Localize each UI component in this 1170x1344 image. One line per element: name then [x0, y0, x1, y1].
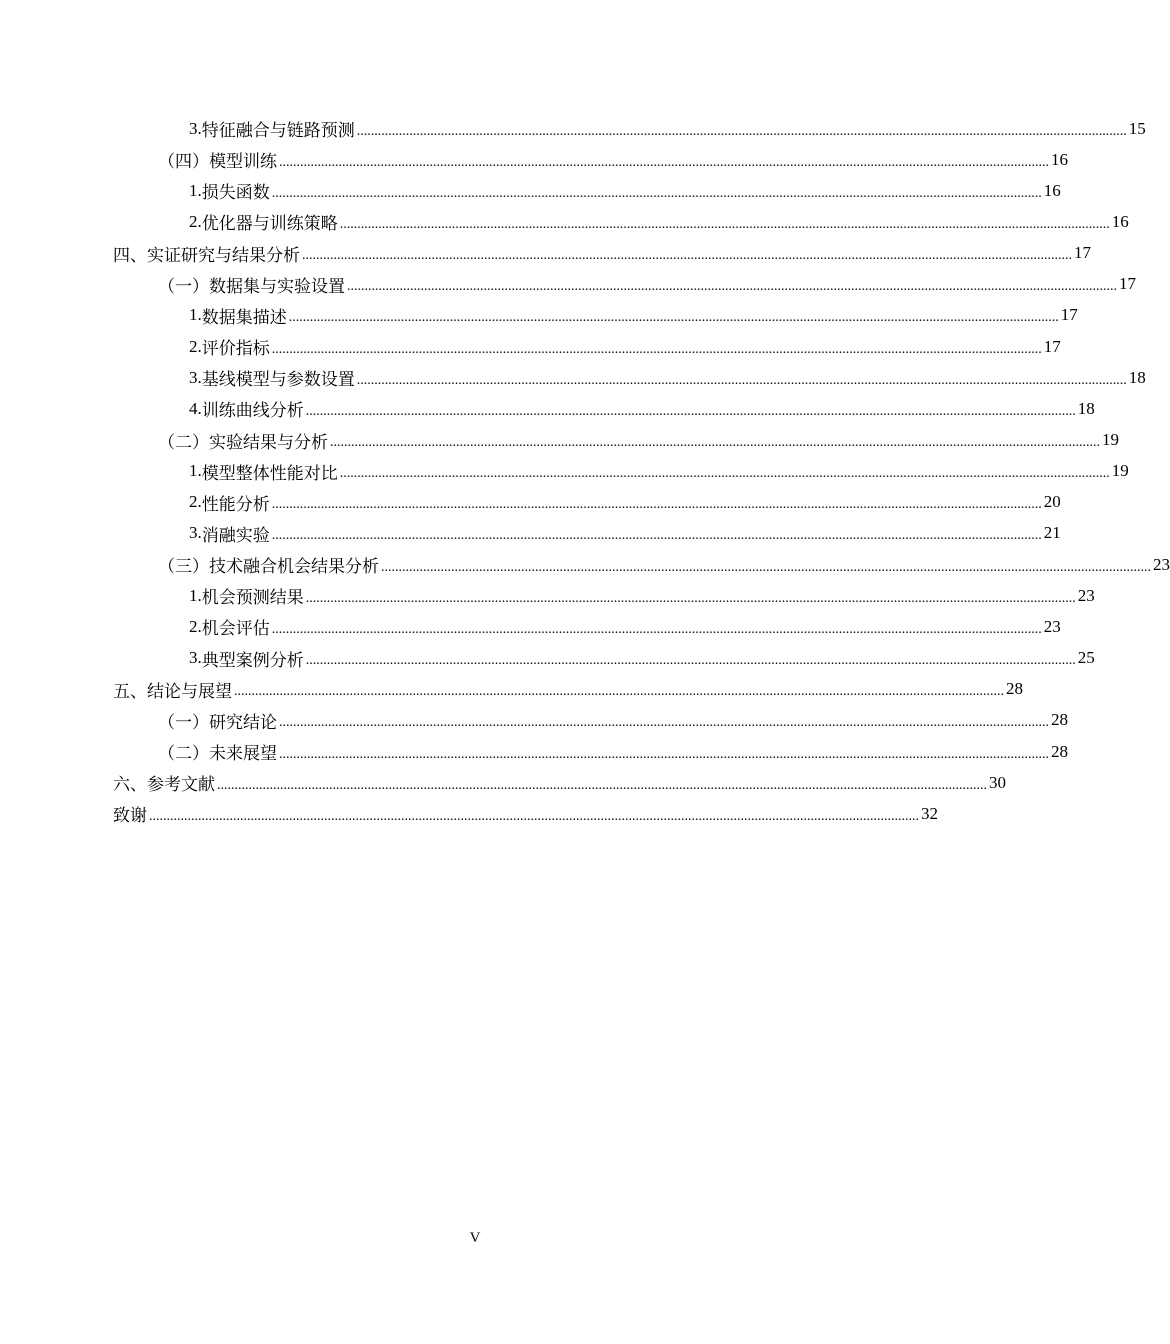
- toc-entry-title: 结论与展望: [147, 681, 232, 701]
- toc-entry[interactable]: [158, 425, 1119, 456]
- toc-entry-page: 17: [1060, 305, 1078, 325]
- toc-entry-number: （一）: [158, 712, 209, 732]
- toc-entry[interactable]: [189, 393, 1095, 424]
- toc-entry-number: （四）: [158, 152, 209, 172]
- toc-entry-title: 技术融合机会结果分析: [209, 557, 379, 577]
- toc-entry-title: 实证研究与结果分析: [147, 245, 300, 265]
- toc-entry-number: 2.: [189, 492, 202, 512]
- toc-entry-title: 机会预测结果: [201, 588, 304, 608]
- toc-entry[interactable]: [158, 549, 1170, 580]
- toc-entry-number: 3.: [189, 367, 202, 387]
- toc-entry-number: 1.: [189, 461, 202, 481]
- toc-entry[interactable]: [189, 331, 1061, 362]
- toc-entry-page: 20: [1043, 492, 1061, 512]
- toc-entry-title: 性能分析: [201, 494, 270, 514]
- toc-entry-number: 2.: [189, 336, 202, 356]
- toc-entry-page: 17: [1043, 336, 1061, 356]
- toc-entry[interactable]: [189, 580, 1095, 611]
- dot-leader: ............................................................................................................................................................................................................................: [271, 528, 1042, 544]
- toc-entry[interactable]: [189, 175, 1061, 206]
- toc-entry-page: 16: [1051, 149, 1068, 169]
- toc-entry[interactable]: [189, 362, 1146, 393]
- dot-leader: ............................................................................................................................................................................................................................: [271, 185, 1042, 201]
- toc-entry[interactable]: [158, 144, 1068, 175]
- toc-entry[interactable]: [158, 736, 1068, 767]
- toc-entry-number: 3.: [189, 648, 202, 668]
- toc-entry-number: 3.: [189, 118, 202, 138]
- toc-entry-page: 19: [1102, 430, 1119, 449]
- dot-leader: ............................................................................................................................................................................................................................: [271, 497, 1042, 513]
- toc-entry-page: 17: [1119, 274, 1136, 294]
- toc-entry-number: （三）: [158, 557, 209, 577]
- dot-leader: ............................................................................................................................................................................................................................: [271, 621, 1042, 637]
- toc-entry-title: 消融实验: [201, 525, 270, 545]
- dot-leader: ............................................................................................................................................................................................................................: [339, 466, 1110, 482]
- toc-entry-title: 参考文献: [147, 775, 215, 795]
- toc-entry-page: 16: [1111, 211, 1129, 231]
- toc-entry-title: 评价指标: [201, 339, 270, 359]
- toc-entry-title: 致谢: [113, 806, 147, 826]
- toc-entry-number: （一）: [158, 276, 209, 296]
- toc-entry[interactable]: [113, 674, 1023, 705]
- toc-entry-page: 16: [1043, 180, 1061, 200]
- toc-entry[interactable]: [189, 611, 1061, 642]
- dot-leader: ............................................................................................................................................................................................................................: [339, 216, 1110, 232]
- toc-entry-number: （二）: [158, 432, 209, 452]
- toc-entry-page: 23: [1043, 616, 1061, 636]
- dot-leader: ............................................................................................................................................................................................................................: [288, 310, 1059, 326]
- dot-leader: ............................................................................................................................................................................................................................: [279, 746, 1049, 762]
- toc-entry-number: 四、: [113, 245, 147, 265]
- toc-entry-title: 优化器与训练策略: [201, 214, 338, 234]
- toc-entry-page: 28: [1006, 679, 1023, 699]
- toc-entry-page: 28: [1051, 710, 1068, 730]
- dot-leader: ............................................................................................................................................................................................................................: [356, 123, 1127, 139]
- toc-entry-page: 19: [1111, 461, 1129, 481]
- toc-entry[interactable]: [189, 518, 1061, 549]
- toc-entry-title: 模型训练: [209, 152, 277, 172]
- toc-entry[interactable]: [189, 113, 1146, 144]
- toc-entry-title: 训练曲线分析: [201, 401, 304, 421]
- toc-entry-title: 模型整体性能对比: [201, 463, 338, 483]
- toc-entry-number: 六、: [113, 775, 147, 795]
- page-number: V: [469, 1230, 481, 1246]
- toc-entry-page: 28: [1051, 741, 1068, 761]
- dot-leader: ............................................................................................................................................................................................................................: [330, 435, 1100, 450]
- toc-entry[interactable]: [113, 798, 938, 829]
- dot-leader: ............................................................................................................................................................................................................................: [356, 372, 1127, 388]
- dot-leader: ............................................................................................................................................................................................................................: [305, 403, 1076, 419]
- toc-entry-page: 25: [1077, 648, 1095, 668]
- toc-entry-page: 17: [1074, 243, 1091, 263]
- toc-entry-number: 3.: [189, 523, 202, 543]
- toc-entry-title: 机会评估: [201, 619, 270, 639]
- toc-entry[interactable]: [113, 238, 1091, 269]
- toc-entry-title: 典型案例分析: [201, 650, 304, 670]
- toc-entry[interactable]: [158, 705, 1068, 736]
- toc-entry-page: 18: [1128, 367, 1146, 387]
- dot-leader: ............................................................................................................................................................................................................................: [234, 684, 1004, 700]
- toc-entry-page: 18: [1077, 398, 1095, 418]
- dot-leader: ............................................................................................................................................................................................................................: [347, 279, 1117, 295]
- toc-entry-number: 2.: [189, 211, 202, 231]
- toc-entry-page: 15: [1128, 118, 1146, 138]
- dot-leader: ............................................................................................................................................................................................................................: [305, 653, 1076, 669]
- toc-entry-title: 数据集描述: [201, 307, 287, 327]
- toc-entry-title: 数据集与实验设置: [209, 276, 345, 296]
- toc-entry-number: 五、: [113, 681, 147, 701]
- toc-entry-title: 实验结果与分析: [209, 432, 328, 452]
- toc-entry-page: 30: [989, 772, 1006, 792]
- toc-entry[interactable]: [189, 300, 1078, 331]
- toc-entry[interactable]: [189, 206, 1129, 237]
- toc-entry-number: 4.: [189, 398, 202, 418]
- dot-leader: ............................................................................................................................................................................................................................: [217, 777, 987, 793]
- dot-leader: ............................................................................................................................................................................................................................: [305, 590, 1076, 606]
- toc-entry-title: 损失函数: [201, 183, 270, 203]
- toc-entry-number: 1.: [189, 305, 202, 325]
- toc-entry-number: 1.: [189, 585, 202, 605]
- toc-entry-title: 特征融合与链路预测: [201, 121, 355, 140]
- dot-leader: ............................................................................................................................................................................................................................: [149, 808, 919, 824]
- toc-entry-number: 1.: [189, 180, 202, 200]
- toc-entry[interactable]: [158, 269, 1136, 300]
- dot-leader: ............................................................................................................................................................................................................................: [381, 559, 1151, 575]
- toc-entry-page: 23: [1153, 554, 1170, 574]
- toc-entry-number: 2.: [189, 616, 202, 636]
- toc-entry[interactable]: [189, 643, 1095, 674]
- dot-leader: ............................................................................................................................................................................................................................: [302, 248, 1072, 264]
- toc-entry-title: 研究结论: [209, 712, 277, 732]
- toc-entry-number: （二）: [158, 744, 209, 763]
- toc-entry-page: 32: [921, 803, 938, 823]
- toc-entry[interactable]: [189, 456, 1129, 487]
- toc-entry-title: 基线模型与参数设置: [201, 370, 355, 390]
- toc-entry-page: 23: [1077, 585, 1095, 605]
- dot-leader: ............................................................................................................................................................................................................................: [279, 715, 1049, 731]
- toc-entry-title: 未来展望: [209, 744, 277, 763]
- toc-entry[interactable]: [113, 767, 1006, 798]
- dot-leader: ............................................................................................................................................................................................................................: [271, 341, 1042, 357]
- toc-entry-page: 21: [1043, 523, 1061, 543]
- toc-entry[interactable]: [189, 487, 1061, 518]
- dot-leader: ............................................................................................................................................................................................................................: [279, 154, 1049, 170]
